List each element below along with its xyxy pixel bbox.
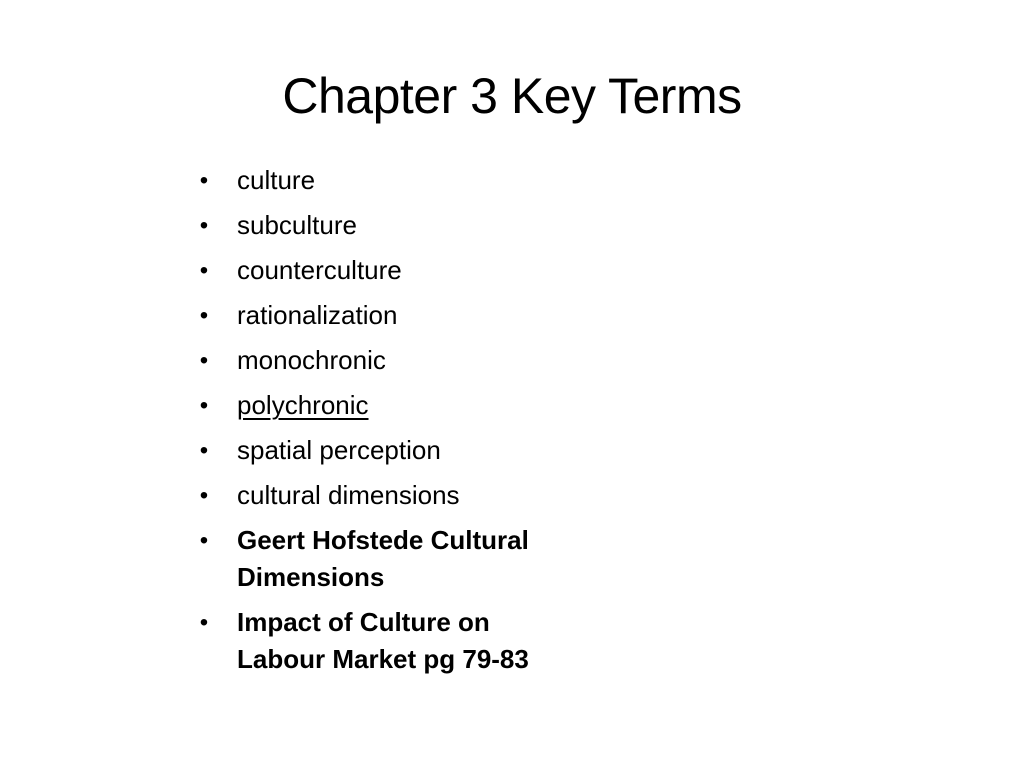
list-item — [196, 207, 616, 244]
bullet-icon: • — [199, 527, 209, 554]
term-culture: culture — [237, 165, 316, 195]
list-item — [196, 342, 616, 379]
list-item — [196, 387, 616, 424]
bullet-icon: • — [199, 609, 209, 636]
bullet-icon: • — [199, 212, 209, 239]
bullet-icon: • — [199, 167, 209, 194]
list-item — [196, 162, 616, 199]
term-polychronic-link[interactable]: polychronic — [237, 390, 369, 420]
term-rationalization: rationalization — [237, 300, 398, 330]
list-item — [196, 477, 616, 514]
list-item — [196, 297, 616, 334]
list-item — [196, 604, 577, 678]
term-monochronic: monochronic — [237, 345, 386, 375]
bullet-icon: • — [199, 302, 209, 329]
term-hofstede-dimensions: Geert Hofstede Cultural Dimensions — [237, 525, 529, 592]
term-spatial-perception: spatial perception — [237, 435, 441, 465]
key-terms-list — [196, 162, 616, 686]
bullet-icon: • — [199, 347, 209, 374]
bullet-icon: • — [199, 482, 209, 509]
term-counterculture: counterculture — [237, 255, 402, 285]
term-culture-labour-market: Impact of Culture on Labour Market pg 79-83 — [237, 607, 529, 674]
bullet-icon: • — [199, 392, 209, 419]
slide-title: Chapter 3 Key Terms — [282, 68, 742, 124]
term-subculture: subculture — [237, 210, 357, 240]
list-item — [196, 432, 616, 469]
bullet-icon: • — [199, 257, 209, 284]
list-item — [196, 522, 577, 596]
list-item — [196, 252, 616, 289]
term-cultural-dimensions: cultural dimensions — [237, 480, 460, 510]
bullet-icon: • — [199, 437, 209, 464]
